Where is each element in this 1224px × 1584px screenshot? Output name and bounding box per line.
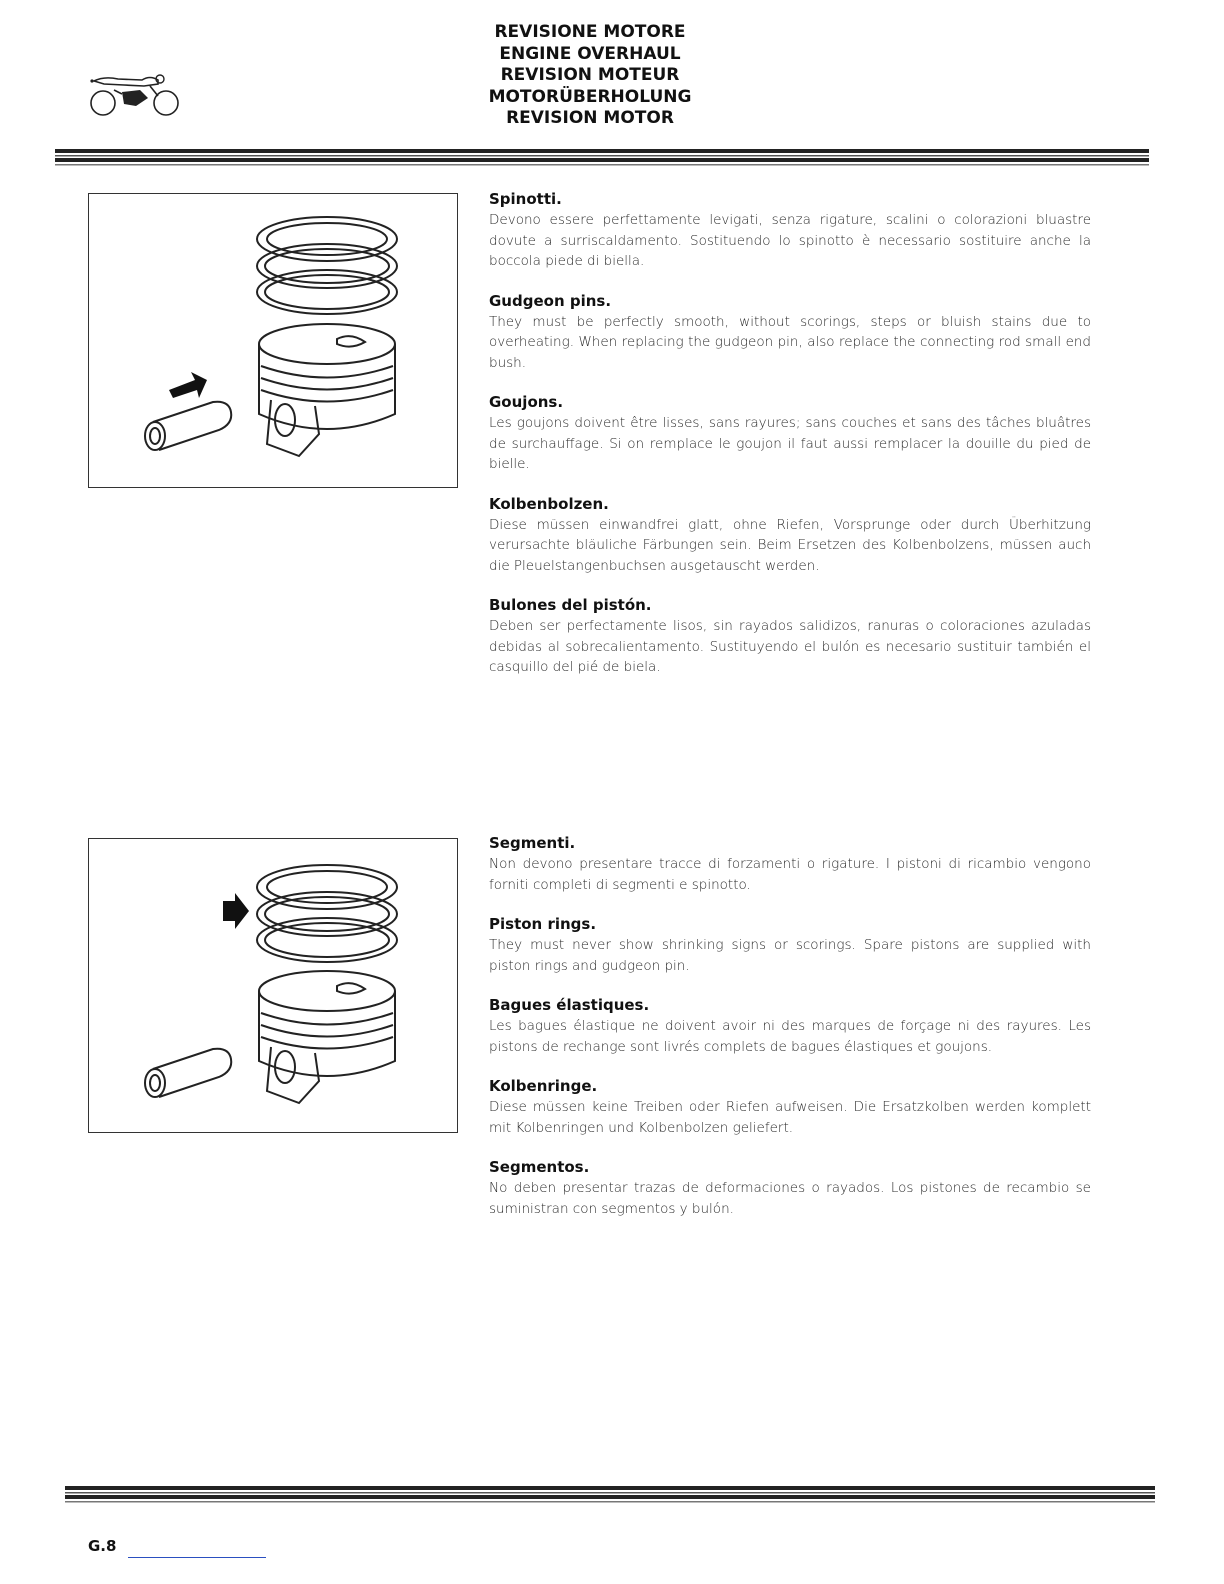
- section-body: No deben presentar trazas de deformaciones o rayados. Los pistones de recambio se suministran con segmentos y bulón.: [489, 1180, 1091, 1217]
- motorcycle-logo-icon: [84, 72, 184, 122]
- footer-divider: [65, 1484, 1155, 1506]
- piston-with-rings-arrow-icon: [89, 839, 457, 1132]
- header-title-es: REVISION MOTOR: [506, 108, 674, 128]
- piston-with-gudgeon-pin-arrow-icon: [89, 194, 457, 487]
- section-body: Non devono presentare tracce di forzamenti o rigature. I pistoni di ricambio vengono forniti completi di segmenti e spinotto.: [489, 856, 1091, 893]
- section-title: Goujons.: [489, 393, 564, 411]
- header-divider: [55, 147, 1149, 169]
- section-body: Devono essere perfettamente levigati, senza rigature, scalini o colorazioni bluastre dovute a surriscaldamento. Sostituendo lo spinotto è necessario sostituire anche la boccola piede di biella.: [489, 212, 1091, 269]
- section-body: Diese müssen einwandfrei glatt, ohne Riefen, Vorsprunge oder durch Überhitzung verursachte bläuliche Färbungen sein. Beim Ersetzen des Kolbenbolzens, müssen auch die Pleuelstangenbuchsen ausgetauscht werden.: [489, 516, 1091, 574]
- section-title: Piston rings.: [489, 915, 597, 933]
- page-header: [440, 22, 740, 130]
- section-body: Deben ser perfectamente lisos, sin rayados salidizos, ranuras o coloraciones azuladas debidas al sobrecalientamento. Sustituyendo el bulón es necesario sustituir también el casquillo del pié de biela.: [489, 618, 1091, 675]
- section-de: [489, 1077, 1091, 1138]
- figure-piston-rings: [88, 838, 458, 1133]
- section-en: [489, 915, 1091, 976]
- header-title-en: ENGINE OVERHAUL: [499, 43, 681, 64]
- section-body: Les bagues élastique ne doivent avoir ni des marques de forçage ni des rayures. Les pistons de rechange sont livrés complets de bagues élastiques et goujons.: [489, 1018, 1091, 1055]
- header-title-it: REVISIONE MOTORE: [494, 22, 686, 42]
- section-title: Segmenti.: [489, 834, 576, 852]
- section-fr: [489, 393, 1091, 475]
- section-title: Gudgeon pins.: [489, 291, 612, 310]
- section-title: Kolbenringe.: [489, 1077, 598, 1095]
- footer-underline: [128, 1557, 266, 1558]
- section-body: They must never show shrinking signs or scorings. Spare pistons are supplied with piston rings and gudgeon pin.: [489, 937, 1091, 974]
- section-es: [489, 1158, 1091, 1219]
- section-title: Kolbenbolzen.: [489, 494, 609, 513]
- section-title: Bulones del pistón.: [489, 596, 652, 614]
- header-title-fr: REVISION MOTEUR: [500, 65, 680, 85]
- section-title: Segmentos.: [489, 1158, 590, 1176]
- section-it: [489, 190, 1091, 272]
- section-title: Bagues élastiques.: [489, 996, 650, 1014]
- section-body: Les goujons doivent être lisses, sans rayures; sans couches et sans des tâches bluâtres de surchauffage. Si on remplace le goujon il faut aussi remplacer la douille du pied de bielle.: [489, 415, 1091, 472]
- gudgeon-pin-instructions: [489, 190, 1091, 698]
- piston-rings-instructions: [489, 834, 1091, 1239]
- section-body: They must be perfectly smooth, without scorings, steps or bluish stains due to overheating. When replacing the gudgeon pin, also replace the connecting rod small end bush.: [489, 313, 1091, 371]
- section-title: Spinotti.: [489, 190, 562, 208]
- section-it: [489, 834, 1091, 895]
- section-de: [489, 495, 1091, 577]
- section-en: [489, 292, 1091, 374]
- section-es: [489, 596, 1091, 678]
- section-body: Diese müssen keine Treiben oder Riefen aufweisen. Die Ersatzkolben werden komplett mit Kolbenringen und Kolbenbolzen geliefert.: [489, 1099, 1091, 1136]
- figure-gudgeon-pin: [88, 193, 458, 488]
- page-number: G.8: [88, 1537, 117, 1555]
- header-title-de: MOTORÜBERHOLUNG: [488, 86, 692, 107]
- section-fr: [489, 996, 1091, 1057]
